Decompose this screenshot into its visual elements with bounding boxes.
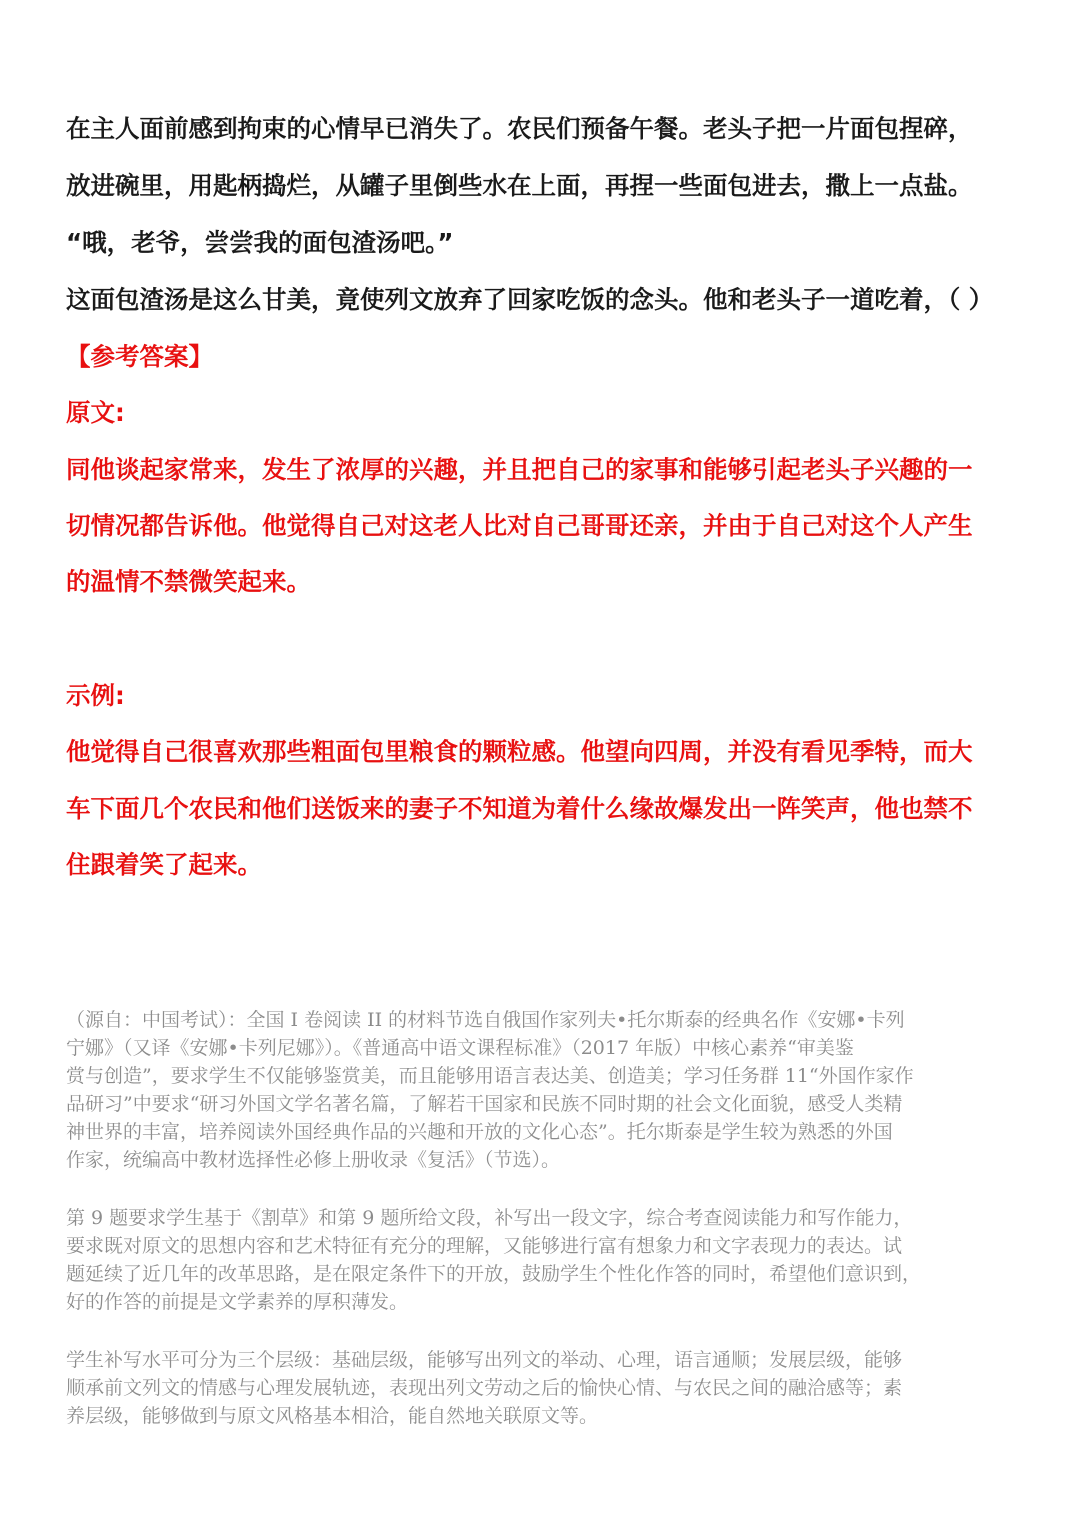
note-p1-line-3: 赏与创造”，要求学生不仅能够鉴赏美，而且能够用语言表达美、创造美；学习任务群 11“外国作家作 bbox=[66, 1065, 914, 1087]
note-p3-line-1: 学生补写水平可分为三个层级：基础层级，能够写出列文的举动、心理，语言通顺；发展层级，能够 bbox=[66, 1349, 903, 1371]
answer-heading: 【参考答案】 bbox=[66, 342, 213, 371]
note-p1-line-4: 品研习”中要求“研习外国文学名著名篇，了解若干国家和民族不同时期的社会文化面貌，感受人类精 bbox=[66, 1093, 903, 1115]
example-line-2: 车下面几个农民和他们送饭来的妻子不知道为着什么缘故爆发出一阵笑声，他也禁不 bbox=[66, 794, 973, 823]
passage-line-2: 放进碗里，用匙柄捣烂，从罐子里倒些水在上面，再捏一些面包进去，撒上一点盐。 bbox=[66, 171, 973, 200]
note-p3-line-3: 养层级，能够做到与原文风格基本相洽，能自然地关联原文等。 bbox=[66, 1405, 599, 1427]
note-p3-line-2: 顺承前文列文的情感与心理发展轨迹，表现出列文劳动之后的愉快心情、与农民之间的融洽感等；素 bbox=[66, 1377, 903, 1399]
example-label: 示例: bbox=[66, 681, 125, 710]
note-p1-line-6: 作家，统编高中教材选择性必修上册收录《复活》（节选）。 bbox=[66, 1149, 561, 1171]
note-p2-line-2: 要求既对原文的思想内容和艺术特征有充分的理解，又能够进行富有想象力和文字表现力的表达。试 bbox=[66, 1235, 903, 1257]
note-p2-line-3: 题延续了近几年的改革思路，是在限定条件下的开放，鼓励学生个性化作答的同时，希望他们意识到， bbox=[66, 1263, 922, 1285]
note-p1-line-5: 神世界的丰富，培养阅读外国经典作品的兴趣和开放的文化心态”。托尔斯泰是学生较为熟悉的外国 bbox=[66, 1121, 893, 1143]
original-line-1: 同他谈起家常来，发生了浓厚的兴趣，并且把自己的家事和能够引起老头子兴趣的一 bbox=[66, 455, 973, 484]
original-line-3: 的温情不禁微笑起来。 bbox=[66, 567, 311, 596]
example-line-1: 他觉得自己很喜欢那些粗面包里粮食的颗粒感。他望向四周，并没有看见季特，而大 bbox=[66, 737, 973, 766]
passage-line-1: 在主人面前感到拘束的心情早已消失了。农民们预备午餐。老头子把一片面包捏碎， bbox=[66, 114, 973, 143]
example-line-3: 住跟着笑了起来。 bbox=[66, 850, 262, 879]
note-p2-line-1: 第 9 题要求学生基于《割草》和第 9 题所给文段，补写出一段文字，综合考查阅读能力和写作能力， bbox=[66, 1207, 913, 1229]
original-line-2: 切情况都告诉他。他觉得自己对这老人比对自己哥哥还亲，并由于自己对这个人产生 bbox=[66, 511, 973, 540]
note-p2-line-4: 好的作答的前提是文学素养的厚积薄发。 bbox=[66, 1291, 409, 1313]
note-p1-line-1: （源自：中国考试）：全国 I 卷阅读 II 的材料节选自俄国作家列夫•托尔斯泰的经典名作《安娜•卡列 bbox=[66, 1009, 905, 1031]
original-label: 原文: bbox=[66, 398, 125, 427]
note-p1-line-2: 宁娜》（又译《安娜•卡列尼娜》）。《普通高中语文课程标准》（2017 年版）中核心素养“审美鉴 bbox=[66, 1037, 854, 1059]
passage-line-3: “哦，老爷，尝尝我的面包渣汤吧。” bbox=[66, 228, 454, 257]
passage-line-4: 这面包渣汤是这么甘美，竟使列文放弃了回家吃饭的念头。他和老头子一道吃着，（ ） bbox=[66, 285, 994, 314]
